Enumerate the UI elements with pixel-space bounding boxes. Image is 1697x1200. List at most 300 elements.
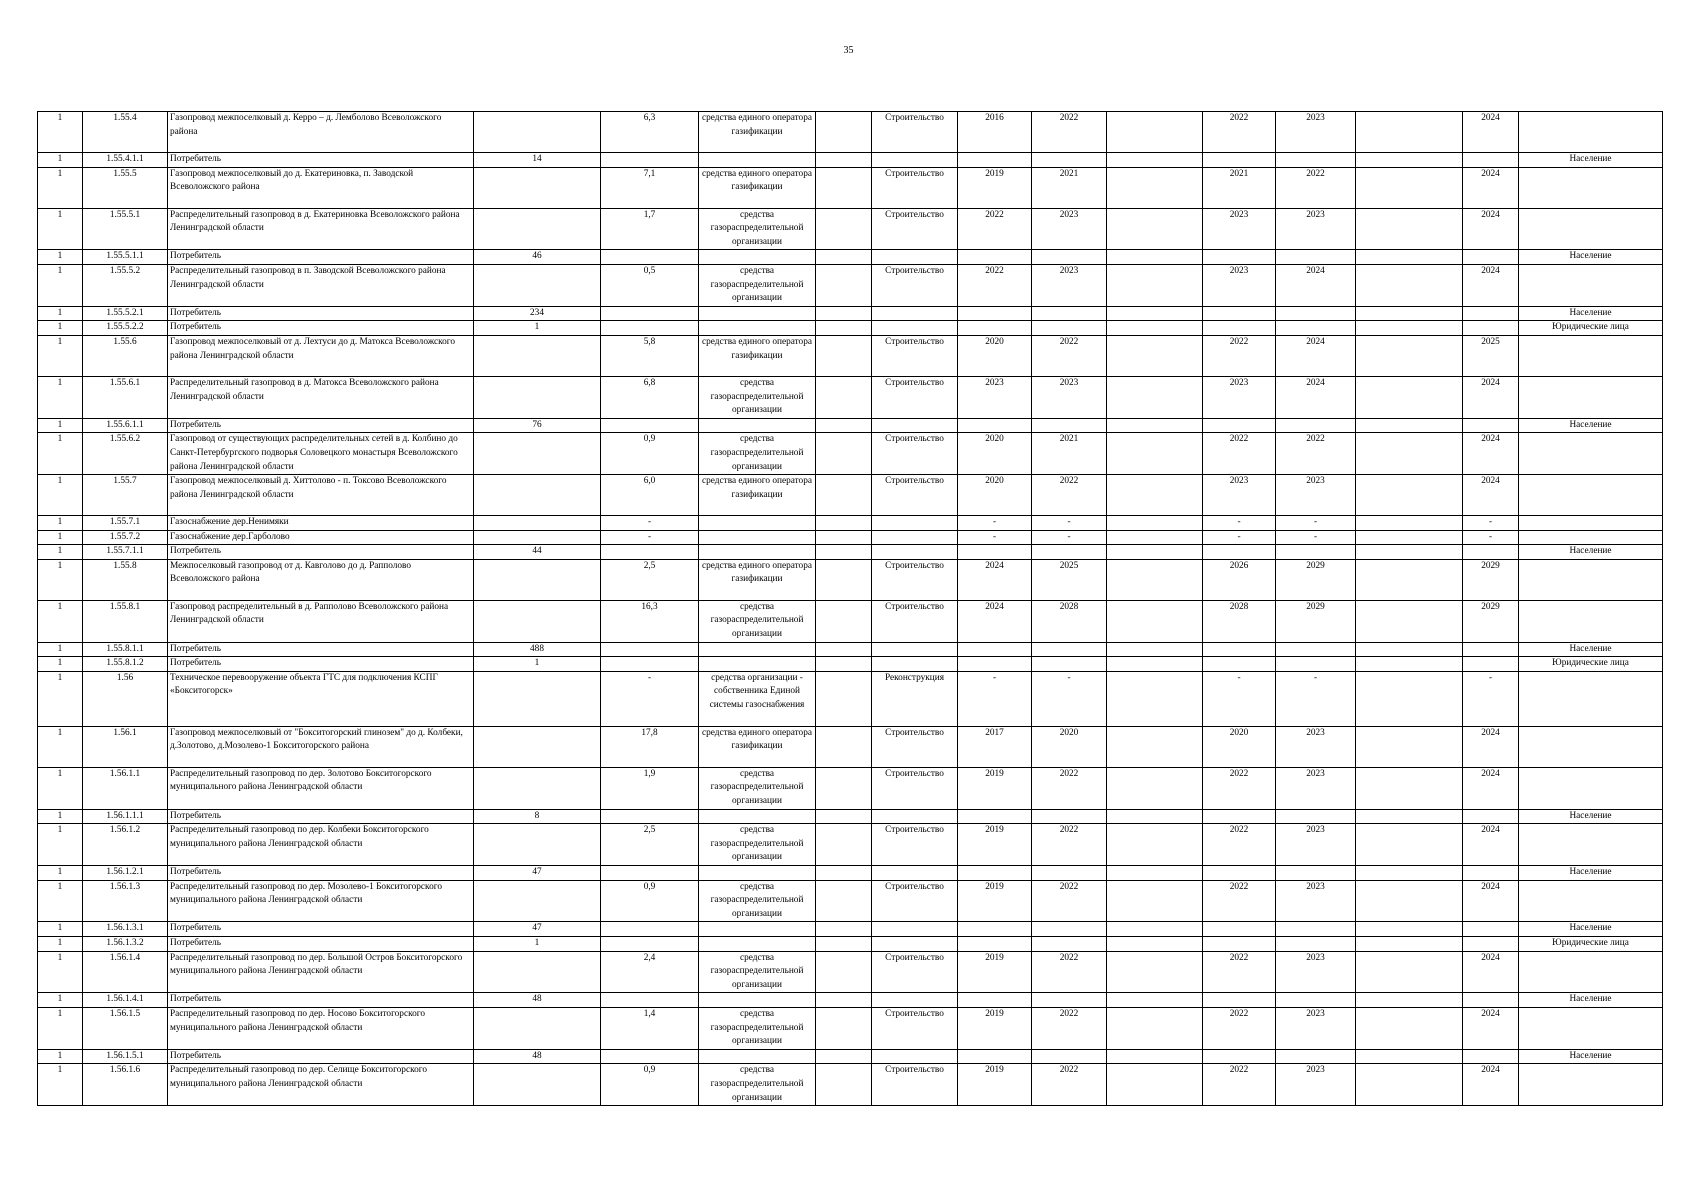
length-cell: 6,0 bbox=[601, 475, 699, 516]
work-type-cell: Реконструкция bbox=[872, 671, 958, 726]
item-number-cell: 1.55.5.1 bbox=[83, 208, 168, 250]
consumer-count-cell: 48 bbox=[474, 993, 601, 1008]
object-name-cell: Потребитель bbox=[168, 809, 474, 824]
commissioning-year-cell bbox=[1463, 936, 1519, 951]
item-number-cell: 1.55.8.1.1 bbox=[83, 642, 168, 657]
table-row bbox=[38, 376, 1663, 418]
construction-start-year-cell: - bbox=[1203, 530, 1276, 545]
blank-cell-a bbox=[816, 112, 872, 153]
object-name-cell: Потребитель bbox=[168, 306, 474, 321]
blank-cell-c bbox=[1356, 824, 1463, 866]
construction-start-year-cell: 2021 bbox=[1203, 167, 1276, 208]
consumer-count-cell bbox=[474, 433, 601, 475]
length-cell: 1,7 bbox=[601, 208, 699, 250]
blank-cell-b bbox=[1107, 726, 1203, 767]
length-cell: 2,5 bbox=[601, 824, 699, 866]
blank-cell-a bbox=[816, 809, 872, 824]
construction-end-year-cell bbox=[1276, 321, 1356, 336]
construction-end-year-cell: - bbox=[1276, 530, 1356, 545]
consumer-category-cell: Население bbox=[1519, 418, 1663, 433]
design-start-year-cell: 2020 bbox=[958, 433, 1032, 475]
construction-start-year-cell bbox=[1203, 642, 1276, 657]
design-end-year-cell: 2025 bbox=[1032, 559, 1107, 600]
consumer-count-cell bbox=[474, 335, 601, 376]
work-type-cell bbox=[872, 321, 958, 336]
consumer-category-cell: Население bbox=[1519, 866, 1663, 881]
item-number-cell: 1.56.1.4.1 bbox=[83, 993, 168, 1008]
design-start-year-cell: - bbox=[958, 671, 1032, 726]
construction-start-year-cell: 2023 bbox=[1203, 376, 1276, 418]
row-group-cell: 1 bbox=[38, 264, 83, 306]
consumer-category-cell: Население bbox=[1519, 1049, 1663, 1064]
funding-source-cell: средства газораспределительной организации bbox=[699, 1007, 816, 1049]
item-number-cell: 1.55.4 bbox=[83, 112, 168, 153]
construction-start-year-cell bbox=[1203, 936, 1276, 951]
design-end-year-cell: - bbox=[1032, 671, 1107, 726]
blank-cell-c bbox=[1356, 306, 1463, 321]
consumer-count-cell: 8 bbox=[474, 809, 601, 824]
design-end-year-cell bbox=[1032, 866, 1107, 881]
length-cell: 0,9 bbox=[601, 1064, 699, 1106]
consumer-category-cell bbox=[1519, 559, 1663, 600]
commissioning-year-cell: 2024 bbox=[1463, 951, 1519, 993]
blank-cell-a bbox=[816, 306, 872, 321]
construction-start-year-cell bbox=[1203, 321, 1276, 336]
consumer-category-cell bbox=[1519, 376, 1663, 418]
table-row bbox=[38, 559, 1663, 600]
table-row bbox=[38, 993, 1663, 1008]
length-cell bbox=[601, 545, 699, 560]
consumer-count-cell: 1 bbox=[474, 321, 601, 336]
blank-cell-c bbox=[1356, 1049, 1463, 1064]
object-name-cell: Потребитель bbox=[168, 642, 474, 657]
design-end-year-cell: 2022 bbox=[1032, 880, 1107, 922]
length-cell: 1,9 bbox=[601, 767, 699, 809]
design-end-year-cell bbox=[1032, 936, 1107, 951]
row-group-cell: 1 bbox=[38, 671, 83, 726]
table-row bbox=[38, 824, 1663, 866]
blank-cell-b bbox=[1107, 264, 1203, 306]
blank-cell-c bbox=[1356, 767, 1463, 809]
funding-source-cell: средства газораспределительной организации bbox=[699, 433, 816, 475]
construction-start-year-cell: - bbox=[1203, 516, 1276, 531]
blank-cell-a bbox=[816, 951, 872, 993]
design-start-year-cell: 2023 bbox=[958, 376, 1032, 418]
funding-source-cell bbox=[699, 642, 816, 657]
blank-cell-c bbox=[1356, 433, 1463, 475]
row-group-cell: 1 bbox=[38, 767, 83, 809]
blank-cell-b bbox=[1107, 642, 1203, 657]
item-number-cell: 1.55.5.2.1 bbox=[83, 306, 168, 321]
construction-end-year-cell bbox=[1276, 250, 1356, 265]
object-name-cell: Межпоселковый газопровод от д. Кавголово до д. Рапполово Всеволожского района bbox=[168, 559, 474, 600]
object-name-cell: Распределительный газопровод по дер. Селище Бокситогорского муниципального района Ленинградской области bbox=[168, 1064, 474, 1106]
construction-end-year-cell bbox=[1276, 306, 1356, 321]
item-number-cell: 1.55.6 bbox=[83, 335, 168, 376]
design-start-year-cell bbox=[958, 809, 1032, 824]
row-group-cell: 1 bbox=[38, 208, 83, 250]
commissioning-year-cell bbox=[1463, 1049, 1519, 1064]
object-name-cell: Газоснабжение дер.Ненимяки bbox=[168, 516, 474, 531]
item-number-cell: 1.55.7.2 bbox=[83, 530, 168, 545]
object-name-cell: Потребитель bbox=[168, 418, 474, 433]
work-type-cell: Строительство bbox=[872, 475, 958, 516]
construction-start-year-cell bbox=[1203, 418, 1276, 433]
design-end-year-cell: 2022 bbox=[1032, 1064, 1107, 1106]
consumer-category-cell: Население bbox=[1519, 306, 1663, 321]
design-end-year-cell bbox=[1032, 321, 1107, 336]
length-cell: 2,4 bbox=[601, 951, 699, 993]
gasification-plan-table bbox=[37, 111, 1663, 1106]
design-end-year-cell bbox=[1032, 657, 1107, 672]
consumer-category-cell bbox=[1519, 880, 1663, 922]
blank-cell-b bbox=[1107, 922, 1203, 937]
object-name-cell: Потребитель bbox=[168, 922, 474, 937]
table-row bbox=[38, 418, 1663, 433]
design-end-year-cell bbox=[1032, 418, 1107, 433]
table-row bbox=[38, 545, 1663, 560]
construction-start-year-cell: 2023 bbox=[1203, 475, 1276, 516]
row-group-cell: 1 bbox=[38, 726, 83, 767]
work-type-cell: Строительство bbox=[872, 335, 958, 376]
commissioning-year-cell: - bbox=[1463, 671, 1519, 726]
row-group-cell: 1 bbox=[38, 993, 83, 1008]
design-end-year-cell bbox=[1032, 250, 1107, 265]
blank-cell-a bbox=[816, 264, 872, 306]
work-type-cell: Строительство bbox=[872, 880, 958, 922]
consumer-count-cell: 76 bbox=[474, 418, 601, 433]
design-start-year-cell: 2019 bbox=[958, 951, 1032, 993]
blank-cell-c bbox=[1356, 866, 1463, 881]
consumer-category-cell bbox=[1519, 726, 1663, 767]
consumer-category-cell bbox=[1519, 1007, 1663, 1049]
construction-end-year-cell: 2022 bbox=[1276, 167, 1356, 208]
work-type-cell: Строительство bbox=[872, 951, 958, 993]
consumer-count-cell bbox=[474, 767, 601, 809]
funding-source-cell: средства единого оператора газификации bbox=[699, 559, 816, 600]
blank-cell-c bbox=[1356, 516, 1463, 531]
construction-end-year-cell: 2029 bbox=[1276, 559, 1356, 600]
blank-cell-a bbox=[816, 726, 872, 767]
object-name-cell: Потребитель bbox=[168, 545, 474, 560]
work-type-cell: Строительство bbox=[872, 767, 958, 809]
construction-start-year-cell bbox=[1203, 250, 1276, 265]
blank-cell-a bbox=[816, 530, 872, 545]
table-row bbox=[38, 1007, 1663, 1049]
blank-cell-a bbox=[816, 559, 872, 600]
commissioning-year-cell: - bbox=[1463, 530, 1519, 545]
work-type-cell bbox=[872, 922, 958, 937]
commissioning-year-cell: 2024 bbox=[1463, 767, 1519, 809]
work-type-cell bbox=[872, 250, 958, 265]
consumer-category-cell bbox=[1519, 951, 1663, 993]
row-group-cell: 1 bbox=[38, 250, 83, 265]
funding-source-cell bbox=[699, 545, 816, 560]
blank-cell-b bbox=[1107, 993, 1203, 1008]
length-cell: - bbox=[601, 671, 699, 726]
consumer-count-cell bbox=[474, 112, 601, 153]
blank-cell-a bbox=[816, 866, 872, 881]
blank-cell-c bbox=[1356, 657, 1463, 672]
row-group-cell: 1 bbox=[38, 475, 83, 516]
table-row bbox=[38, 264, 1663, 306]
blank-cell-b bbox=[1107, 936, 1203, 951]
length-cell: 0,9 bbox=[601, 433, 699, 475]
blank-cell-c bbox=[1356, 600, 1463, 642]
design-end-year-cell bbox=[1032, 922, 1107, 937]
construction-end-year-cell bbox=[1276, 418, 1356, 433]
row-group-cell: 1 bbox=[38, 1049, 83, 1064]
commissioning-year-cell: 2029 bbox=[1463, 600, 1519, 642]
row-group-cell: 1 bbox=[38, 642, 83, 657]
blank-cell-b bbox=[1107, 559, 1203, 600]
blank-cell-a bbox=[816, 922, 872, 937]
consumer-category-cell: Юридические лица bbox=[1519, 657, 1663, 672]
design-end-year-cell: - bbox=[1032, 516, 1107, 531]
design-start-year-cell: 2016 bbox=[958, 112, 1032, 153]
row-group-cell: 1 bbox=[38, 880, 83, 922]
funding-source-cell bbox=[699, 418, 816, 433]
blank-cell-c bbox=[1356, 559, 1463, 600]
construction-end-year-cell: - bbox=[1276, 671, 1356, 726]
object-name-cell: Газоснабжение дер.Гарболово bbox=[168, 530, 474, 545]
construction-end-year-cell: 2024 bbox=[1276, 335, 1356, 376]
commissioning-year-cell bbox=[1463, 642, 1519, 657]
consumer-category-cell: Юридические лица bbox=[1519, 321, 1663, 336]
work-type-cell bbox=[872, 866, 958, 881]
row-group-cell: 1 bbox=[38, 866, 83, 881]
object-name-cell: Потребитель bbox=[168, 153, 474, 168]
funding-source-cell bbox=[699, 250, 816, 265]
funding-source-cell bbox=[699, 153, 816, 168]
blank-cell-a bbox=[816, 657, 872, 672]
construction-start-year-cell: 2022 bbox=[1203, 767, 1276, 809]
consumer-count-cell: 48 bbox=[474, 1049, 601, 1064]
item-number-cell: 1.56.1.2.1 bbox=[83, 866, 168, 881]
consumer-category-cell: Население bbox=[1519, 809, 1663, 824]
construction-start-year-cell bbox=[1203, 922, 1276, 937]
item-number-cell: 1.55.8 bbox=[83, 559, 168, 600]
table-row bbox=[38, 167, 1663, 208]
consumer-count-cell: 234 bbox=[474, 306, 601, 321]
consumer-category-cell bbox=[1519, 208, 1663, 250]
commissioning-year-cell: 2024 bbox=[1463, 1064, 1519, 1106]
commissioning-year-cell bbox=[1463, 545, 1519, 560]
item-number-cell: 1.55.6.1.1 bbox=[83, 418, 168, 433]
item-number-cell: 1.56.1.3.1 bbox=[83, 922, 168, 937]
construction-start-year-cell: 2022 bbox=[1203, 1007, 1276, 1049]
construction-start-year-cell: 2022 bbox=[1203, 433, 1276, 475]
blank-cell-a bbox=[816, 475, 872, 516]
construction-start-year-cell bbox=[1203, 1049, 1276, 1064]
work-type-cell bbox=[872, 642, 958, 657]
funding-source-cell: средства газораспределительной организации bbox=[699, 600, 816, 642]
design-end-year-cell bbox=[1032, 306, 1107, 321]
item-number-cell: 1.55.8.1 bbox=[83, 600, 168, 642]
consumer-category-cell bbox=[1519, 167, 1663, 208]
construction-end-year-cell bbox=[1276, 922, 1356, 937]
blank-cell-a bbox=[816, 993, 872, 1008]
length-cell bbox=[601, 1049, 699, 1064]
blank-cell-b bbox=[1107, 250, 1203, 265]
consumer-category-cell bbox=[1519, 1064, 1663, 1106]
object-name-cell: Потребитель bbox=[168, 321, 474, 336]
length-cell bbox=[601, 250, 699, 265]
construction-end-year-cell: 2023 bbox=[1276, 475, 1356, 516]
object-name-cell: Распределительный газопровод по дер. Носово Бокситогорского муниципального района Ленинградской области bbox=[168, 1007, 474, 1049]
commissioning-year-cell: 2029 bbox=[1463, 559, 1519, 600]
work-type-cell: Строительство bbox=[872, 1064, 958, 1106]
consumer-category-cell bbox=[1519, 264, 1663, 306]
work-type-cell bbox=[872, 1049, 958, 1064]
blank-cell-c bbox=[1356, 671, 1463, 726]
object-name-cell: Газопровод от существующих распределительных сетей в д. Колбино до Санкт-Петербургского подворья Соловецкого монастыря Всеволожского района Ленинградской области bbox=[168, 433, 474, 475]
work-type-cell: Строительство bbox=[872, 559, 958, 600]
blank-cell-c bbox=[1356, 112, 1463, 153]
length-cell: 6,3 bbox=[601, 112, 699, 153]
length-cell: - bbox=[601, 516, 699, 531]
blank-cell-b bbox=[1107, 671, 1203, 726]
consumer-count-cell: 44 bbox=[474, 545, 601, 560]
blank-cell-c bbox=[1356, 809, 1463, 824]
length-cell bbox=[601, 657, 699, 672]
blank-cell-b bbox=[1107, 1007, 1203, 1049]
commissioning-year-cell: - bbox=[1463, 516, 1519, 531]
construction-start-year-cell: 2022 bbox=[1203, 951, 1276, 993]
funding-source-cell bbox=[699, 866, 816, 881]
design-start-year-cell: 2019 bbox=[958, 1007, 1032, 1049]
consumer-category-cell: Население bbox=[1519, 250, 1663, 265]
item-number-cell: 1.55.6.2 bbox=[83, 433, 168, 475]
table-row bbox=[38, 767, 1663, 809]
length-cell: 6,8 bbox=[601, 376, 699, 418]
funding-source-cell bbox=[699, 1049, 816, 1064]
construction-end-year-cell bbox=[1276, 657, 1356, 672]
table-body bbox=[38, 112, 1663, 1106]
work-type-cell bbox=[872, 993, 958, 1008]
row-group-cell: 1 bbox=[38, 545, 83, 560]
consumer-category-cell bbox=[1519, 516, 1663, 531]
work-type-cell bbox=[872, 418, 958, 433]
construction-end-year-cell: 2022 bbox=[1276, 433, 1356, 475]
item-number-cell: 1.55.7 bbox=[83, 475, 168, 516]
design-end-year-cell: 2023 bbox=[1032, 264, 1107, 306]
object-name-cell: Техническое перевооружение объекта ГТС для подключения КСПГ «Бокситогорск» bbox=[168, 671, 474, 726]
work-type-cell: Строительство bbox=[872, 112, 958, 153]
funding-source-cell bbox=[699, 321, 816, 336]
item-number-cell: 1.55.5.2.2 bbox=[83, 321, 168, 336]
blank-cell-b bbox=[1107, 600, 1203, 642]
construction-start-year-cell: 2022 bbox=[1203, 112, 1276, 153]
row-group-cell: 1 bbox=[38, 167, 83, 208]
consumer-count-cell: 46 bbox=[474, 250, 601, 265]
blank-cell-a bbox=[816, 880, 872, 922]
design-end-year-cell: 2021 bbox=[1032, 433, 1107, 475]
consumer-category-cell: Население bbox=[1519, 642, 1663, 657]
object-name-cell: Потребитель bbox=[168, 936, 474, 951]
commissioning-year-cell: 2024 bbox=[1463, 726, 1519, 767]
funding-source-cell bbox=[699, 306, 816, 321]
table-row bbox=[38, 880, 1663, 922]
blank-cell-c bbox=[1356, 153, 1463, 168]
object-name-cell: Распределительный газопровод в д. Екатериновка Всеволожского района Ленинградской области bbox=[168, 208, 474, 250]
design-end-year-cell bbox=[1032, 993, 1107, 1008]
item-number-cell: 1.56.1.1.1 bbox=[83, 809, 168, 824]
blank-cell-a bbox=[816, 516, 872, 531]
design-end-year-cell: 2022 bbox=[1032, 824, 1107, 866]
funding-source-cell: средства газораспределительной организации bbox=[699, 376, 816, 418]
construction-start-year-cell: 2023 bbox=[1203, 264, 1276, 306]
blank-cell-c bbox=[1356, 922, 1463, 937]
consumer-count-cell bbox=[474, 880, 601, 922]
consumer-count-cell bbox=[474, 530, 601, 545]
object-name-cell: Газопровод межпоселковый от "Бокситогорский глинозем" до д. Колбеки, д.Золотово, д.Мозолево-1 Бокситогорского района bbox=[168, 726, 474, 767]
design-end-year-cell: 2022 bbox=[1032, 475, 1107, 516]
work-type-cell: Строительство bbox=[872, 824, 958, 866]
design-end-year-cell: 2022 bbox=[1032, 112, 1107, 153]
row-group-cell: 1 bbox=[38, 376, 83, 418]
item-number-cell: 1.55.5.1.1 bbox=[83, 250, 168, 265]
blank-cell-b bbox=[1107, 824, 1203, 866]
item-number-cell: 1.56.1.5 bbox=[83, 1007, 168, 1049]
design-start-year-cell: 2020 bbox=[958, 335, 1032, 376]
design-start-year-cell bbox=[958, 993, 1032, 1008]
funding-source-cell: средства газораспределительной организации bbox=[699, 824, 816, 866]
construction-end-year-cell: 2023 bbox=[1276, 880, 1356, 922]
commissioning-year-cell bbox=[1463, 418, 1519, 433]
consumer-count-cell: 488 bbox=[474, 642, 601, 657]
design-start-year-cell bbox=[958, 866, 1032, 881]
construction-end-year-cell bbox=[1276, 642, 1356, 657]
row-group-cell: 1 bbox=[38, 433, 83, 475]
item-number-cell: 1.56.1.2 bbox=[83, 824, 168, 866]
construction-start-year-cell bbox=[1203, 545, 1276, 560]
blank-cell-c bbox=[1356, 167, 1463, 208]
work-type-cell bbox=[872, 809, 958, 824]
work-type-cell: Строительство bbox=[872, 1007, 958, 1049]
design-end-year-cell: 2028 bbox=[1032, 600, 1107, 642]
table-row bbox=[38, 208, 1663, 250]
work-type-cell: Строительство bbox=[872, 264, 958, 306]
consumer-category-cell: Население bbox=[1519, 922, 1663, 937]
object-name-cell: Потребитель bbox=[168, 657, 474, 672]
commissioning-year-cell bbox=[1463, 250, 1519, 265]
page-number: 35 bbox=[843, 45, 854, 56]
length-cell: 2,5 bbox=[601, 559, 699, 600]
consumer-category-cell bbox=[1519, 824, 1663, 866]
blank-cell-c bbox=[1356, 1007, 1463, 1049]
design-end-year-cell: 2022 bbox=[1032, 1007, 1107, 1049]
table-row bbox=[38, 936, 1663, 951]
table-row bbox=[38, 809, 1663, 824]
consumer-category-cell: Население bbox=[1519, 993, 1663, 1008]
construction-start-year-cell: 2023 bbox=[1203, 208, 1276, 250]
funding-source-cell: средства газораспределительной организации bbox=[699, 951, 816, 993]
construction-start-year-cell bbox=[1203, 809, 1276, 824]
design-end-year-cell: 2022 bbox=[1032, 951, 1107, 993]
blank-cell-a bbox=[816, 545, 872, 560]
row-group-cell: 1 bbox=[38, 306, 83, 321]
design-end-year-cell bbox=[1032, 642, 1107, 657]
row-group-cell: 1 bbox=[38, 1064, 83, 1106]
item-number-cell: 1.55.4.1.1 bbox=[83, 153, 168, 168]
design-end-year-cell bbox=[1032, 1049, 1107, 1064]
blank-cell-b bbox=[1107, 516, 1203, 531]
construction-start-year-cell: 2022 bbox=[1203, 335, 1276, 376]
table-row bbox=[38, 433, 1663, 475]
funding-source-cell: средства газораспределительной организации bbox=[699, 1064, 816, 1106]
item-number-cell: 1.56.1.6 bbox=[83, 1064, 168, 1106]
